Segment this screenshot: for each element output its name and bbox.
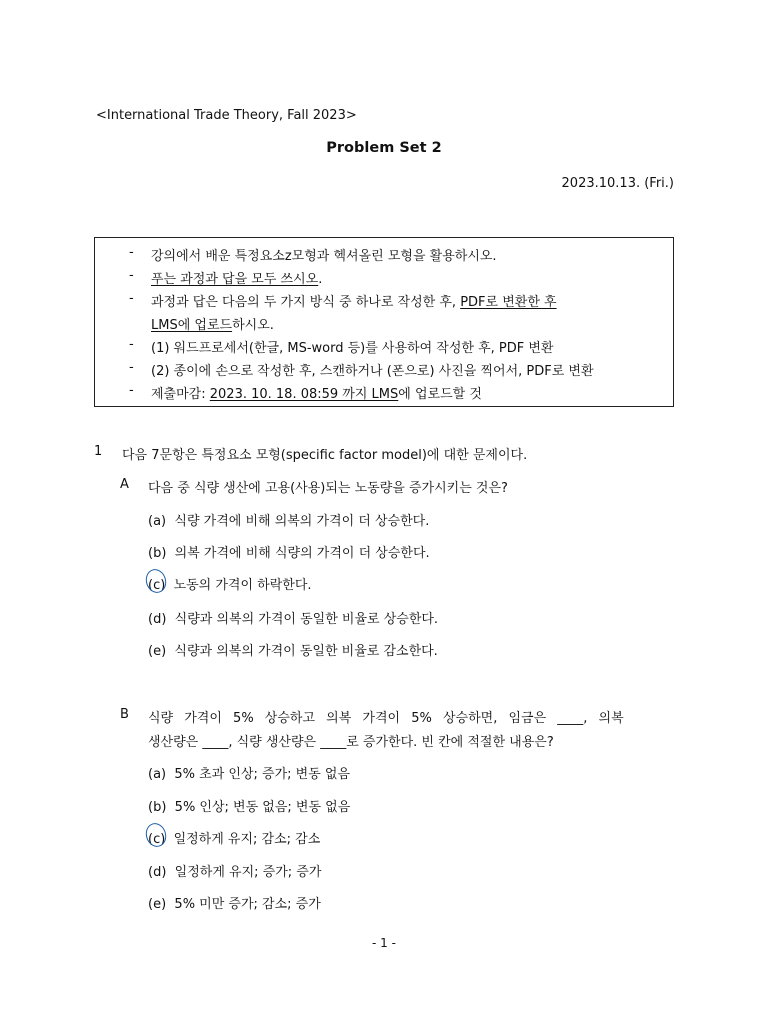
instruction-text: (1) 워드프로세서(한글, MS-word 등)를 사용하여 작성한 후, PDF 변환 [151,341,554,356]
question-text: 다음 7문항은 특정요소 모형(specific factor model)에 대한 문제이다. [122,448,528,463]
option-a: (a) 식량 가격에 비해 의복의 가격이 더 상승한다. [148,514,430,529]
bullet-dash: - [129,360,134,375]
page-title: Problem Set 2 [326,140,442,156]
part-letter: A [120,477,129,492]
part-question-line2: 생산량은 ____, 식량 생산량은 ____로 증가한다. 빈 칸에 적절한 내용은? [148,735,554,750]
bullet-dash: - [129,245,134,260]
part-question: 다음 중 식량 생산에 고용(사용)되는 노동량을 증가시키는 것은? [148,481,508,496]
underlined-text: PDF로 변환한 후 [460,295,557,310]
option-a: (a) 5% 초과 인상; 증가; 변동 없음 [148,767,351,782]
option-e: (e) 식량과 의복의 가격이 동일한 비율로 감소한다. [148,644,438,659]
part-question-line1: 식량 가격이 5% 상승하고 의복 가격이 5% 상승하면, 임금은 ____, 의복 [148,711,624,726]
instructions-box [94,237,674,407]
option-d: (d) 식량과 의복의 가격이 동일한 비율로 상승한다. [148,612,439,627]
option-c: (c) 일정하게 유지; 감소; 감소 [148,832,321,847]
part-letter: B [120,707,129,722]
issue-date: 2023.10.13. (Fri.) [561,176,674,191]
page-number: - 1 - [372,936,396,950]
underlined-text: LMS에 업로드 [151,318,233,333]
option-b: (b) 의복 가격에 비해 식량의 가격이 더 상승한다. [148,546,430,561]
instruction-text: 강의에서 배운 특정요소z모형과 헥셔올린 모형을 활용하시오. [151,249,497,264]
bullet-dash: - [129,268,134,283]
instruction-text: (2) 종이에 손으로 작성한 후, 스캔하거나 (폰으로) 사진을 찍어서, PDF로 변환 [151,364,594,379]
option-b: (b) 5% 인상; 변동 없음; 변동 없음 [148,800,351,815]
instruction-text: LMS에 업로드하시오. [151,318,274,333]
instruction-text: 제출마감: 2023. 10. 18. 08:59 까지 LMS에 업로드할 것 [151,387,482,402]
bullet-dash: - [129,337,134,352]
option-c: (c) 노동의 가격이 하락한다. [148,578,312,593]
question-number: 1 [94,444,103,459]
underlined-text: 2023. 10. 18. 08:59 까지 LMS [209,387,399,402]
option-d: (d) 일정하게 유지; 증가; 증가 [148,865,322,880]
instruction-text: 과정과 답은 다음의 두 가지 방식 중 하나로 작성한 후, PDF로 변환한 후 [151,295,557,310]
bullet-dash: - [129,291,134,306]
instruction-text: 푸는 과정과 답을 모두 쓰시오. [151,272,323,287]
course-header: <International Trade Theory, Fall 2023> [96,108,357,123]
option-e: (e) 5% 미만 증가; 감소; 증가 [148,897,321,912]
bullet-dash: - [129,383,134,398]
underlined-text: 푸는 과정과 답을 모두 쓰시오 [151,272,319,287]
